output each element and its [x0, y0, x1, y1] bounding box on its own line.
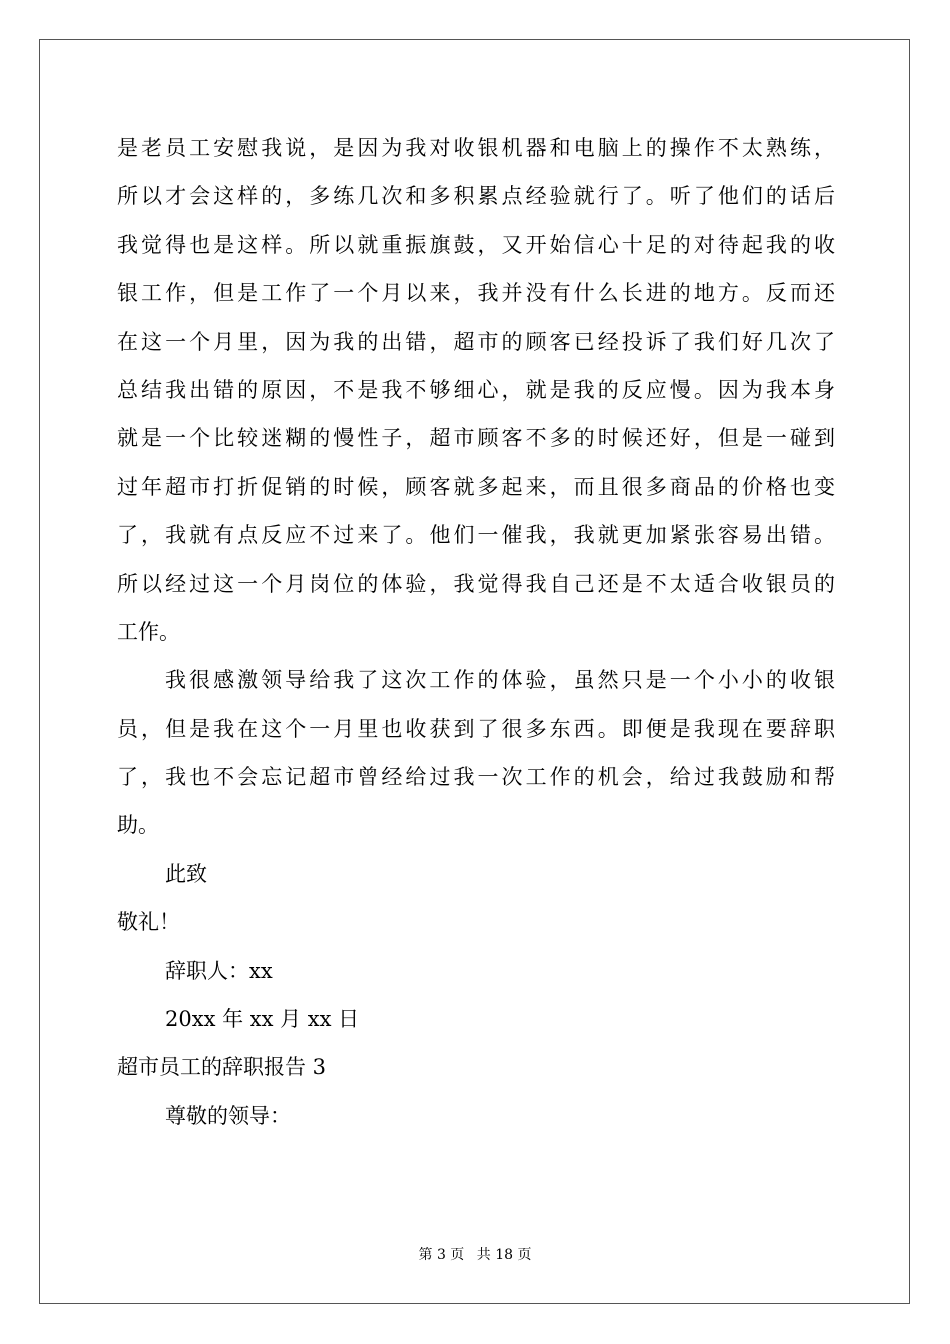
text-line: 所以才会这样的，多练几次和多积累点经验就行了。听了他们的话后 — [117, 184, 835, 209]
signature-name: 辞职人：xx — [165, 958, 273, 983]
closing-salutation: 此致 — [165, 861, 207, 886]
page-total: 共 18 页 — [476, 1247, 532, 1263]
text-line: 了，我也不会忘记超市曾经给过我一次工作的机会，给过我鼓励和帮 — [117, 765, 835, 790]
text-line: 助。 — [117, 813, 159, 838]
page-number: 第 3 页 — [418, 1247, 465, 1263]
text-line: 员，但是我在这个一月里也收获到了很多东西。即便是我现在要辞职 — [117, 716, 835, 741]
text-line: 是老员工安慰我说，是因为我对收银机器和电脑上的操作不太熟练， — [117, 136, 835, 160]
text-line: 我很感激领导给我了这次工作的体验，虽然只是一个小小的收银 — [165, 668, 835, 693]
text-line: 所以经过这一个月岗位的体验，我觉得我自己还是不太适合收银员的 — [117, 571, 835, 596]
text-line: 总结我出错的原因，不是我不够细心，就是我的反应慢。因为我本身 — [117, 377, 835, 402]
page-footer — [0, 1245, 950, 1265]
text-line: 了，我就有点反应不过来了。他们一催我，我就更加紧张容易出错。 — [117, 523, 835, 548]
letter-greeting: 尊敬的领导： — [165, 1103, 291, 1128]
document-body — [117, 124, 835, 1140]
text-line: 我觉得也是这样。所以就重振旗鼓，又开始信心十足的对待起我的收 — [117, 232, 835, 257]
closing-regards: 敬礼！ — [117, 910, 180, 935]
section-heading: 超市员工的辞职报告 3 — [117, 1055, 327, 1080]
text-line: 就是一个比较迷糊的慢性子，超市顾客不多的时候还好，但是一碰到 — [117, 426, 835, 451]
signature-date: 20xx 年 xx 月 xx 日 — [165, 1007, 360, 1032]
text-line: 银工作，但是工作了一个月以来，我并没有什么长进的地方。反而还 — [117, 281, 835, 306]
text-line: 工作。 — [117, 619, 180, 644]
text-line: 在这一个月里，因为我的出错，超市的顾客已经投诉了我们好几次了 — [117, 329, 835, 354]
text-line: 过年超市打折促销的时候，顾客就多起来，而且很多商品的价格也变 — [117, 474, 835, 499]
